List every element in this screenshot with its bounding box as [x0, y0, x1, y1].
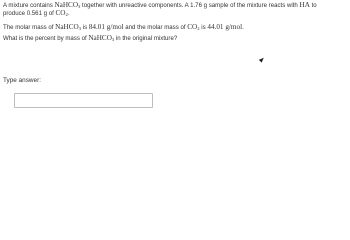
- question-line-3: The molar mass of NaHCO$_3$ is 84.01 g/mol and the molar mass of $CO_2$ is 44.01 g/mol.: [3, 23, 244, 31]
- formula-co2: $CO_2$: [187, 23, 200, 31]
- molar-mass-co2: 44.01 g/mol: [207, 23, 243, 31]
- answer-label: Type answer:: [3, 77, 42, 84]
- formula-nahco3: NaHCO$_3$: [54, 1, 81, 9]
- formula-nahco3: NaHCO$_3$: [88, 34, 115, 42]
- formula-co2: $CO_2$: [55, 9, 68, 17]
- question-line-2: produce 0.561 g of $CO_2$.: [3, 9, 70, 17]
- question-line-1: A mixture contains NaHCO$_3$ together with unreactive components. A 1.76 g sample of the mixture reacts with HA to: [3, 1, 317, 9]
- mouse-cursor-icon: [259, 56, 265, 62]
- formula-nahco3: NaHCO$_3$: [55, 23, 82, 31]
- answer-input[interactable]: [14, 93, 153, 108]
- formula-ha: HA: [299, 1, 310, 9]
- molar-mass-nahco3: 84.01 g/mol: [88, 23, 124, 31]
- question-line-4: What is the percent by mass of NaHCO$_3$ in the original mixture?: [3, 34, 178, 42]
